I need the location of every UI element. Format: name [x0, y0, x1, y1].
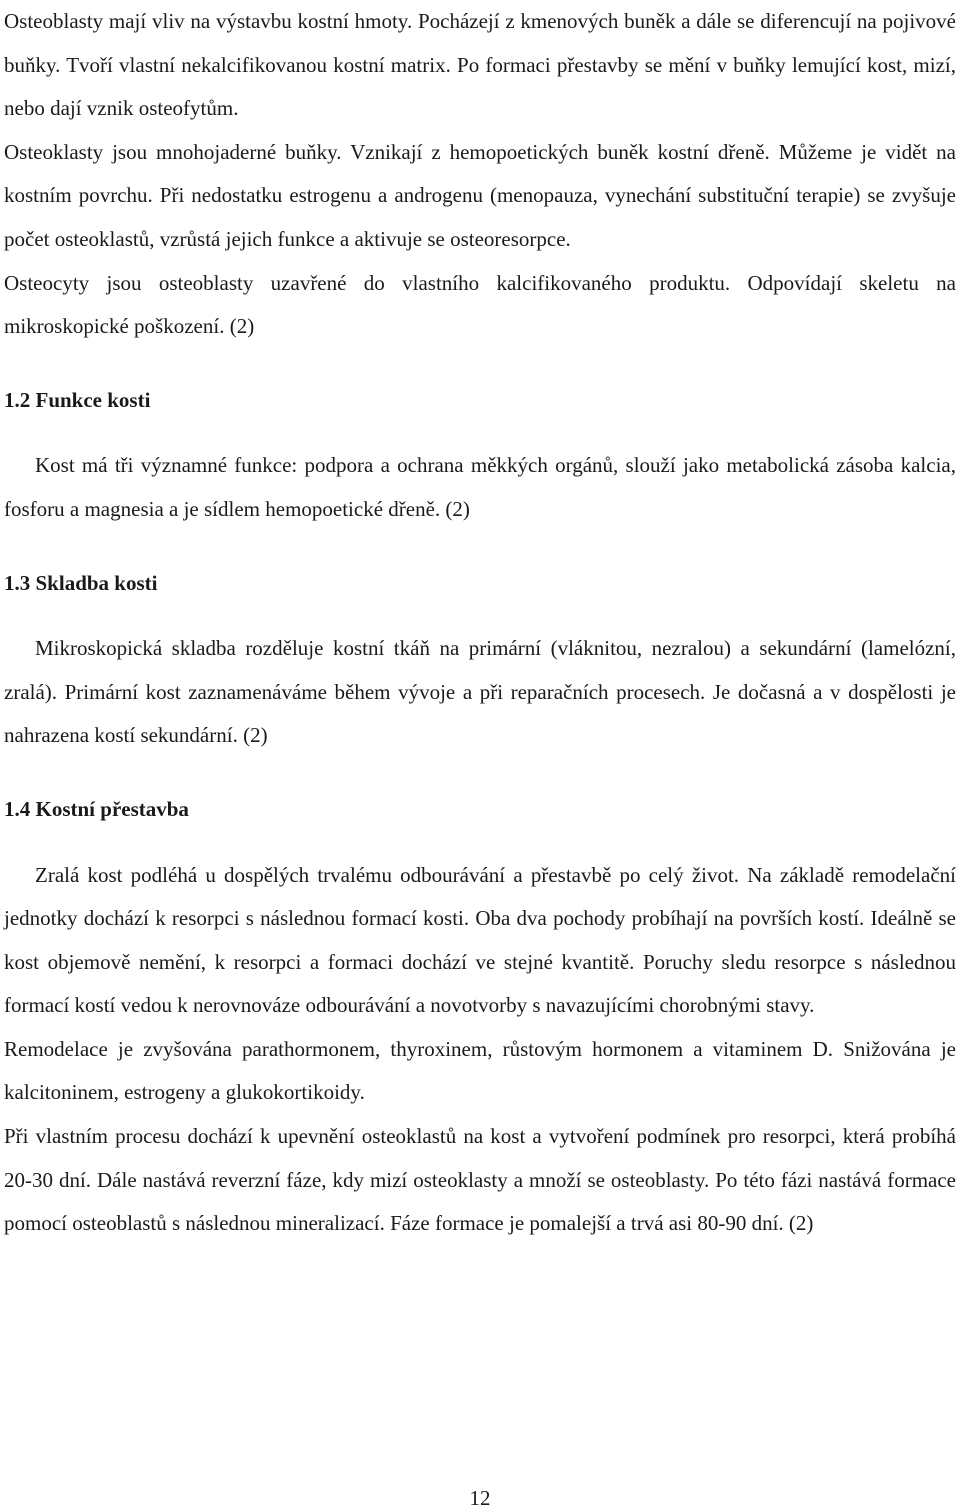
heading-skladba-kosti: 1.3 Skladba kosti	[4, 570, 158, 595]
paragraph-funkce-kosti: Kost má tři významné funkce: podpora a ochrana měkkých orgánů, slouží jako metabolická zásoba kalcia, fosforu a magnesia a je sídlem hemopoetické dřeně. (2)	[4, 453, 956, 521]
page-content	[4, 0, 956, 1246]
paragraph-skladba-kosti: Mikroskopická skladba rozděluje kostní tkáň na primární (vláknitou, nezralou) a sekundární (lamelózní, zralá). Primární kost zaznamenáváme během vývoje a při reparačních procesech. Je dočasná a v dospělosti je nahrazena kostí sekundární. (2)	[4, 636, 956, 748]
paragraph-prestavba-2: Remodelace je zvyšována parathormonem, thyroxinem, růstovým hormonem a vitaminem D. Snižována je kalcitoninem, estrogeny a glukokortikoidy.	[4, 1036, 956, 1105]
paragraph-prestavba-3: Při vlastním procesu dochází k upevnění osteoklastů na kost a vytvoření podmínek pro resorpci, která probíhá 20-30 dní. Dále nastává reverzní fáze, kdy mizí osteoklasty a množí se osteoblasty. Po této fázi nastává formace pomocí osteoblastů s následnou mineralizací. Fáze formace je pomalejší a trvá asi 80-90 dní. (2)	[4, 1124, 956, 1236]
paragraph-osteocyty: Osteocyty jsou osteoblasty uzavřené do vlastního kalcifikovaného produktu. Odpovídají skeletu na mikroskopické poškození. (2)	[4, 270, 956, 339]
heading-kostni-prestavba: 1.4 Kostní přestavba	[4, 796, 189, 821]
heading-funkce-kosti: 1.2 Funkce kosti	[4, 387, 151, 412]
paragraph-prestavba-1: Zralá kost podléhá u dospělých trvalému odbourávání a přestavbě po celý život. Na základě remodelační jednotky dochází k resorpci s následnou formací kosti. Oba dva pochody probíhají na površích kostí. Ideálně se kost objemově nemění, k resorpci a formaci dochází ve stejné kvantitě. Poruchy sledu resorpce s následnou formací kostí vedou k nerovnováze odbourávání a novotvorby s navazujícími chorobnými stavy.	[4, 862, 956, 1018]
paragraph-osteoklasty: Osteoklasty jsou mnohojaderné buňky. Vznikají z hemopoetických buněk kostní dřeně. Můžeme je vidět na kostním povrchu. Při nedostatku estrogenu a androgenu (menopauza, vynechání substituční terapie) se zvyšuje počet osteoklastů, vzrůstá jejich funkce a aktivuje se osteoresorpce.	[4, 139, 956, 251]
paragraph-osteoblasty: Osteoblasty mají vliv na výstavbu kostní hmoty. Pocházejí z kmenových buněk a dále se diferencují na pojivové buňky. Tvoří vlastní nekalcifikovanou kostní matrix. Po formaci přestavby se mění v buňky lemující kost, mizí, nebo dají vznik osteofytům.	[4, 9, 956, 121]
page-number: 12	[469, 1486, 491, 1510]
